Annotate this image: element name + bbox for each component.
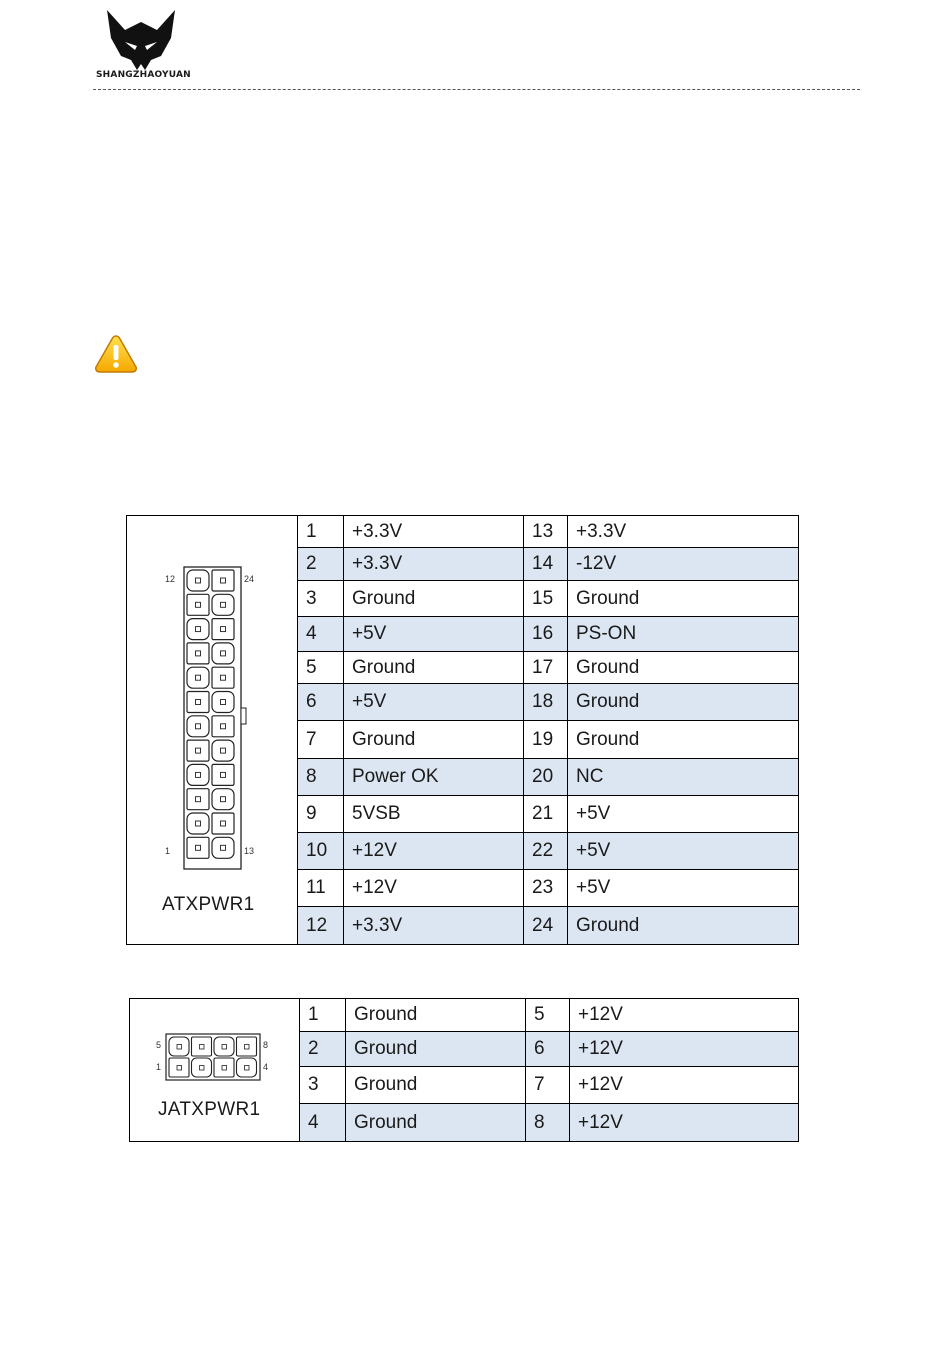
connector-pin bbox=[192, 1058, 212, 1077]
pin-number: 12 bbox=[298, 907, 344, 945]
pin-number: 5 bbox=[298, 652, 344, 684]
connector-pin bbox=[214, 1037, 234, 1056]
pin-signal: Ground bbox=[568, 581, 799, 617]
pin-number: 6 bbox=[298, 684, 344, 721]
table-row bbox=[130, 999, 799, 1032]
pin-signal: Ground bbox=[568, 907, 799, 945]
pin-number: 5 bbox=[526, 999, 570, 1032]
pin-signal: +12V bbox=[570, 1032, 799, 1067]
connector-pin bbox=[187, 740, 209, 761]
pin-signal: Ground bbox=[346, 999, 526, 1032]
pin-signal: Ground bbox=[344, 652, 524, 684]
pin-signal: +5V bbox=[344, 617, 524, 652]
connector-pin bbox=[192, 1037, 212, 1056]
pin-signal: +12V bbox=[570, 1104, 799, 1142]
connector-pin bbox=[187, 764, 209, 785]
pin-signal: Ground bbox=[568, 652, 799, 684]
pin-signal: Ground bbox=[344, 721, 524, 759]
connector-pin bbox=[212, 594, 234, 615]
pin-number: 20 bbox=[524, 759, 568, 796]
connector-name-label: JATXPWR1 bbox=[158, 1099, 261, 1120]
pin-signal: +3.3V bbox=[344, 548, 524, 581]
connector-pin bbox=[187, 692, 209, 713]
pin-number: 3 bbox=[298, 581, 344, 617]
connector-pin bbox=[212, 789, 234, 810]
atx24-connector-icon bbox=[127, 516, 298, 945]
pin-signal: NC bbox=[568, 759, 799, 796]
pin-number: 3 bbox=[300, 1067, 346, 1104]
pin-signal: +12V bbox=[344, 870, 524, 907]
atx8-pinout-table bbox=[129, 998, 799, 1142]
pin-number: 22 bbox=[524, 833, 568, 870]
pin-number: 13 bbox=[524, 516, 568, 548]
connector-pin bbox=[212, 643, 234, 664]
pin-index-label: 13 bbox=[244, 846, 255, 856]
pin-signal: -12V bbox=[568, 548, 799, 581]
connector-pin bbox=[187, 813, 209, 834]
pin-index-label: 5 bbox=[156, 1040, 162, 1050]
pin-number: 7 bbox=[298, 721, 344, 759]
connector-pin bbox=[237, 1058, 257, 1077]
connector-diagram-cell bbox=[127, 516, 298, 945]
connector-pin bbox=[237, 1037, 257, 1056]
connector-pin bbox=[187, 716, 209, 737]
pin-signal: PS-ON bbox=[568, 617, 799, 652]
connector-pin bbox=[187, 594, 209, 615]
pin-number: 2 bbox=[300, 1032, 346, 1067]
pin-signal: +12V bbox=[344, 833, 524, 870]
pin-signal: Ground bbox=[344, 581, 524, 617]
pin-index-label: 4 bbox=[263, 1062, 269, 1072]
pin-signal: +5V bbox=[344, 684, 524, 721]
pin-number: 14 bbox=[524, 548, 568, 581]
connector-pin bbox=[187, 667, 209, 688]
pin-number: 17 bbox=[524, 652, 568, 684]
pin-number: 8 bbox=[526, 1104, 570, 1142]
pin-index-label: 1 bbox=[156, 1062, 162, 1072]
connector-pin bbox=[214, 1058, 234, 1077]
connector-pin bbox=[212, 619, 234, 640]
pin-number: 6 bbox=[526, 1032, 570, 1067]
pin-signal: Ground bbox=[568, 684, 799, 721]
pin-number: 8 bbox=[298, 759, 344, 796]
pin-index-label: 12 bbox=[165, 574, 176, 584]
pin-signal: 5VSB bbox=[344, 796, 524, 833]
pin-index-label: 1 bbox=[165, 846, 171, 856]
pin-number: 11 bbox=[298, 870, 344, 907]
pin-signal: +3.3V bbox=[568, 516, 799, 548]
atx24-pinout-table bbox=[126, 515, 799, 945]
pin-number: 1 bbox=[300, 999, 346, 1032]
pin-number: 15 bbox=[524, 581, 568, 617]
pin-signal: +5V bbox=[568, 833, 799, 870]
pin-number: 21 bbox=[524, 796, 568, 833]
pin-signal: Ground bbox=[568, 721, 799, 759]
connector-name-label: ATXPWR1 bbox=[162, 894, 255, 915]
connector-pin bbox=[212, 813, 234, 834]
pin-signal: +12V bbox=[570, 1067, 799, 1104]
connector-pin bbox=[212, 692, 234, 713]
table-row bbox=[127, 516, 799, 548]
connector-pin bbox=[212, 764, 234, 785]
connector-pin bbox=[212, 837, 234, 858]
pin-number: 23 bbox=[524, 870, 568, 907]
connector-pin bbox=[212, 570, 234, 591]
connector-pin bbox=[212, 667, 234, 688]
pin-number: 19 bbox=[524, 721, 568, 759]
connector-pin bbox=[187, 643, 209, 664]
connector-pin bbox=[187, 570, 209, 591]
pin-number: 4 bbox=[300, 1104, 346, 1142]
connector-pin bbox=[212, 740, 234, 761]
pin-signal: +12V bbox=[570, 999, 799, 1032]
pin-number: 16 bbox=[524, 617, 568, 652]
pin-signal: Ground bbox=[346, 1067, 526, 1104]
connector-pin bbox=[187, 837, 209, 858]
pin-index-label: 8 bbox=[263, 1040, 269, 1050]
connector-pin bbox=[187, 619, 209, 640]
pin-signal: +5V bbox=[568, 870, 799, 907]
pin-signal: +5V bbox=[568, 796, 799, 833]
warning-triangle-icon bbox=[94, 334, 138, 374]
pin-number: 7 bbox=[526, 1067, 570, 1104]
pin-number: 24 bbox=[524, 907, 568, 945]
pin-signal: +3.3V bbox=[344, 907, 524, 945]
connector-pin bbox=[187, 789, 209, 810]
pin-number: 10 bbox=[298, 833, 344, 870]
pin-signal: Power OK bbox=[344, 759, 524, 796]
pin-number: 2 bbox=[298, 548, 344, 581]
pin-index-label: 24 bbox=[244, 574, 255, 584]
connector-pin bbox=[212, 716, 234, 737]
pin-number: 4 bbox=[298, 617, 344, 652]
connector-pin bbox=[169, 1037, 189, 1056]
pin-signal: Ground bbox=[346, 1032, 526, 1067]
brand-logo-text: SHANGZHAOYUAN bbox=[96, 70, 191, 80]
connector-pin bbox=[169, 1058, 189, 1077]
header-divider bbox=[93, 89, 860, 90]
pin-number: 9 bbox=[298, 796, 344, 833]
pin-number: 18 bbox=[524, 684, 568, 721]
pin-signal: Ground bbox=[346, 1104, 526, 1142]
pin-number: 1 bbox=[298, 516, 344, 548]
connector-diagram-cell bbox=[130, 999, 300, 1142]
pin-signal: +3.3V bbox=[344, 516, 524, 548]
